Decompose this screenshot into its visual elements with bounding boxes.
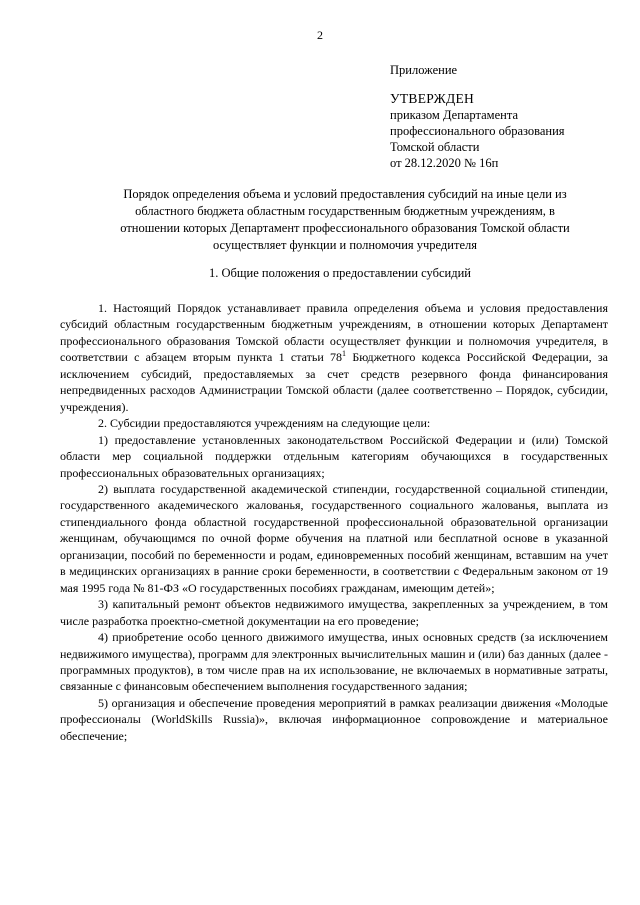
- page-number: 2: [317, 28, 323, 42]
- paragraph-1-text: 1. Настоящий Порядок устанавливает правила определения объема и условия предоставления субсидий областным государственным бюджетным учреждениям, в отношении которых Департамент профессионального образования Томской области осуществляет функции и полномочия учредителя, в соответствии с абзацем вторым пункта 1 статьи 78: [60, 301, 608, 365]
- list-item-1: 1) предоставление установленных законодательством Российской Федерации и (или) Томской области мер социальной поддержки отдельным категориям обучающихся в государственных профессиональных образовательных организациях;: [60, 432, 608, 480]
- approval-block: [390, 62, 630, 171]
- paragraph-1-text-cont: Бюджетного кодекса Российской Федерации, за исключением субсидий, предоставляемых за счет средств резервного фонда финансирования непредвиденных расходов Администрации Томской области (далее соответственно – Порядок, субсидии, учреждения).: [60, 350, 608, 414]
- superscript: 1: [342, 349, 347, 359]
- approval-date-number: от 28.12.2020 № 16п: [390, 156, 499, 170]
- title-line: Порядок определения объема и условий предоставления субсидий на иные цели из: [123, 187, 567, 201]
- title-line: осуществляет функции и полномочия учредителя: [213, 238, 477, 252]
- paragraph-2: 2. Субсидии предоставляются учреждениям на следующие цели:: [98, 416, 431, 431]
- appendix-label: Приложение: [390, 63, 458, 77]
- title-line: отношении которых Департамент профессионального образования Томской области: [120, 221, 570, 235]
- list-item-5: 5) организация и обеспечение проведения мероприятий в рамках реализации движения «Молодые профессионалы (WorldSkills Russia)», включая информационное сопровождение и материальное обеспечение;: [60, 695, 608, 743]
- approval-line: Томской области: [390, 140, 480, 154]
- approval-line: профессионального образования: [390, 124, 565, 138]
- approval-line: приказом Департамента: [390, 108, 518, 122]
- document-body: [60, 300, 608, 744]
- paragraph-1: [60, 300, 608, 415]
- list-item-4: 4) приобретение особо ценного движимого имущества, иных основных средств (за исключением недвижимого имущества), программ для электронных вычислительных машин и (или) баз данных (далее - программных продуктов), в том числе прав на их использование, не включаемых в нормативные затраты, связанные с финансовым обеспечением выполнения государственного задания;: [60, 630, 608, 694]
- title-line: областного бюджета областным государственным бюджетным учреждениям, в: [135, 204, 555, 218]
- list-item-3: 3) капитальный ремонт объектов недвижимого имущества, закрепленных за учреждением, в том числе разработка проектно-сметной документации на его проведение;: [60, 597, 608, 628]
- section-heading: 1. Общие положения о предоставлении субсидий: [209, 266, 471, 280]
- document-title: [80, 186, 610, 254]
- approved-label: УТВЕРЖДЕН: [390, 91, 475, 106]
- list-item-2: 2) выплата государственной академической стипендии, государственной социальной стипендии, государственного академического жалованья, государственного социального жалованья, выплата из стипендиального фонда областной государственной профессиональной образовательной организации женщинам, обучающимся по очной форме обучения на платной или бесплатной основе в указанной организации, пособий по беременности и родам, единовременных пособий женщинам, вставшим на учет в медицинских организациях в ранние сроки беременности, в соответствии с Федеральным законом от 19 мая 1995 года № 81-ФЗ «О государственных пособиях гражданам, имеющим детей»;: [60, 481, 608, 595]
